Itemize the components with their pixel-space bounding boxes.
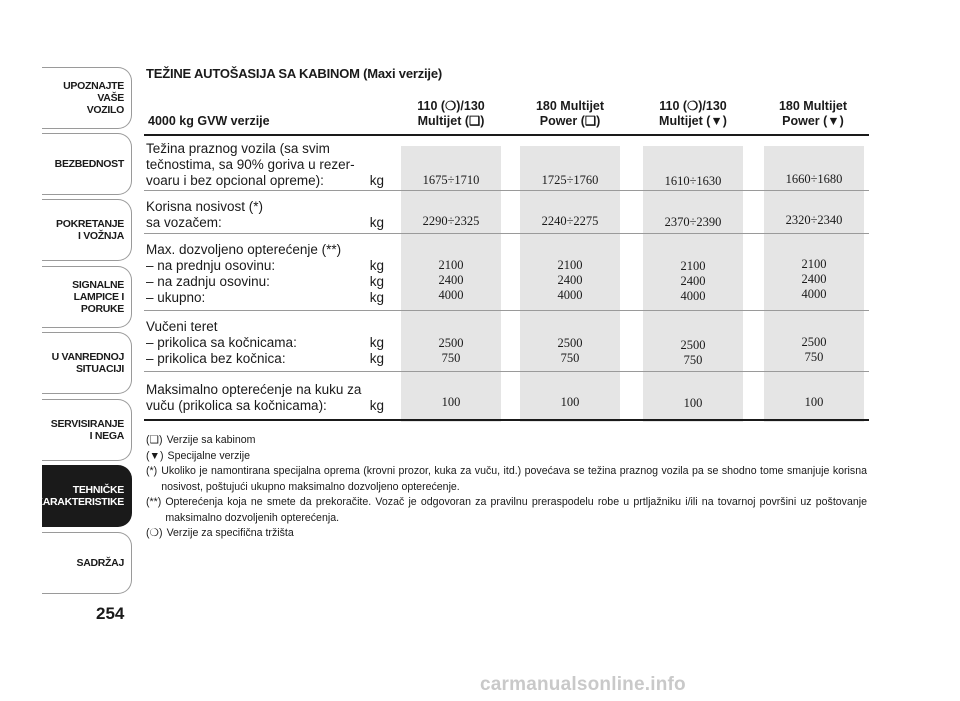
cell-value: 2100: [801, 257, 827, 271]
footnote-mark: (❑): [146, 434, 163, 446]
cell-empty-weight-3: 1610÷1630: [664, 174, 722, 188]
column-header-line: Multijet (▼): [659, 114, 727, 128]
column-header-line: 180 Multijet: [535, 99, 605, 113]
row-separator: [144, 233, 869, 234]
table-bottom-rule: [144, 419, 869, 421]
cell-towed-load-1: [401, 336, 501, 366]
row-label-text: tečnostima, sa 90% goriva u rezer-: [146, 157, 355, 172]
footnote: [146, 464, 867, 495]
table-top-rule: [144, 134, 869, 136]
footnote-mark: (▼): [146, 449, 164, 462]
cell-towed-load-4: [764, 335, 864, 365]
watermark: carmanualsonline.info: [480, 674, 686, 695]
footnote-text: Verzije sa kabinom: [166, 434, 256, 446]
cell-towed-load-2: [520, 336, 620, 366]
sidebar-tab-servisiranje-i-nega[interactable]: SERVISIRANJE I NEGA: [42, 399, 132, 461]
cell-tow-hook-load-3: 100: [683, 396, 703, 410]
cell-payload-1: 2290÷2325: [422, 214, 480, 228]
row-label-unit: kg: [369, 290, 384, 305]
footnote-text: Ukoliko je namontirana specijalna oprema (krovni prozor, kuka za vuču, itd.) povećava se težina praznog vozila pa se shodno tome smanjuje korisna nosivost, poštujući ukupno maksimalno dozvoljeno opterećenje.: [161, 465, 867, 493]
cell-value: 2500: [557, 336, 583, 350]
row-separator: [144, 310, 869, 311]
sidebar-tab-upoznajte-vase-vozilo[interactable]: UPOZNAJTE VAŠE VOZILO: [42, 67, 132, 129]
footnote: [146, 433, 867, 449]
cell-max-load-2: [520, 258, 620, 303]
row-label-unit: kg: [369, 351, 384, 366]
row-label-text: vuču (prikolica sa kočnicama):: [146, 398, 327, 413]
row-label-unit: kg: [369, 173, 384, 188]
cell-empty-weight-1: 1675÷1710: [422, 173, 480, 187]
row-label-text: voaru i bez opcional opreme):: [146, 173, 324, 188]
footnotes: [146, 433, 867, 542]
gvw-label: 4000 kg GVW verzije: [148, 114, 270, 128]
column-header-line: Power (▼): [782, 114, 844, 128]
row-label-text: – na zadnju osovinu:: [146, 274, 270, 289]
row-label-unit: kg: [369, 258, 384, 273]
cell-value: 2500: [680, 338, 706, 352]
section-title: TEŽINE AUTOŠASIJA SA KABINOM (Maxi verzije): [146, 66, 442, 81]
cell-tow-hook-load-1: 100: [441, 395, 461, 409]
row-label-unit: kg: [369, 398, 384, 413]
row-separator: [144, 190, 869, 191]
cell-tow-hook-load-2: 100: [560, 395, 580, 409]
footnote-mark: (❍): [146, 527, 163, 539]
row-label-text: – na prednju osovinu:: [146, 258, 276, 273]
cell-payload-3: 2370÷2390: [664, 215, 722, 229]
row-label-text: Težina praznog vozila (sa svim: [146, 141, 330, 156]
page-number: 254: [96, 604, 125, 623]
cell-tow-hook-load-4: 100: [804, 395, 824, 409]
column-header-2: [515, 99, 625, 129]
cell-value: 4000: [557, 288, 583, 302]
row-label-text: – prikolica sa kočnicama:: [146, 335, 297, 350]
column-header-line: 110 (❍)/130: [659, 99, 727, 113]
row-label-text: – ukupno:: [146, 290, 206, 305]
row-label-empty-weight: [146, 141, 384, 189]
cell-empty-weight-4: 1660÷1680: [785, 172, 843, 186]
cell-value: 750: [441, 351, 461, 365]
footnote: [146, 495, 867, 526]
row-label-text: Max. dozvoljeno opterećenje (**): [146, 242, 342, 257]
footnote-mark: (*): [146, 465, 158, 477]
cell-value: 2100: [557, 258, 583, 272]
column-header-4: [758, 99, 868, 129]
footnote-text: Opterećenja koja ne smete da prekoračite. Vozač je odgovoran za pravilnu preraspodelu robe u prtljažniku i/ili na tovarnoj površini uz poštovanje maksimalno dozvoljenih opterećenja.: [165, 496, 867, 524]
column-header-line: Power (❑): [539, 114, 601, 128]
column-header-line: 180 Multijet: [778, 99, 848, 113]
column-header-line: 110 (❍)/130: [417, 99, 485, 113]
sidebar-tab-sadrzaj[interactable]: SADRŽAJ: [42, 532, 132, 594]
cell-value: 2500: [801, 335, 827, 349]
cell-value: 2100: [680, 259, 706, 273]
sidebar-tab-u-vanrednoj-situaciji[interactable]: U VANREDNOJ SITUACIJI: [42, 332, 132, 394]
row-label-text: sa vozačem:: [146, 215, 222, 230]
cell-value: 2500: [438, 336, 464, 350]
cell-value: 2100: [438, 258, 464, 272]
cell-value: 4000: [680, 289, 706, 303]
cell-value: 2400: [557, 273, 583, 287]
sidebar-tab-tehnicke-karakteristike[interactable]: TEHNIČKE KARAKTERISTIKE: [42, 465, 132, 527]
cell-towed-load-3: [643, 338, 743, 368]
footnote-text: Specijalne verzije: [167, 449, 250, 462]
column-header-line: Multijet (❑): [417, 114, 485, 128]
row-label-towed-load: [146, 319, 384, 367]
row-label-text: Korisna nosivost (*): [146, 199, 264, 214]
sidebar-tab-bezbednost[interactable]: BEZBEDNOST: [42, 133, 132, 195]
footnote-mark: (**): [146, 496, 162, 508]
row-label-payload: [146, 199, 384, 231]
footnote: [146, 526, 867, 542]
row-label-unit: kg: [369, 274, 384, 289]
column-header-1: [396, 99, 506, 129]
row-label-tow-hook-load: [146, 382, 384, 414]
cell-value: 750: [560, 351, 580, 365]
cell-value: 750: [804, 350, 824, 364]
cell-value: 4000: [801, 287, 827, 301]
row-label-max-load: [146, 242, 384, 306]
footnote-text: Verzije za specifična tržišta: [166, 527, 294, 539]
cell-value: 750: [683, 353, 703, 367]
row-separator: [144, 371, 869, 372]
row-label-text: – prikolica bez kočnica:: [146, 351, 286, 366]
cell-value: 2400: [680, 274, 706, 288]
column-header-3: [638, 99, 748, 129]
row-label-text: Maksimalno opterećenje na kuku za: [146, 382, 362, 397]
cell-max-load-4: [764, 257, 864, 302]
row-label-unit: kg: [369, 335, 384, 350]
cell-payload-2: 2240÷2275: [541, 214, 599, 228]
cell-max-load-3: [643, 259, 743, 304]
footnote: [146, 449, 867, 465]
cell-empty-weight-2: 1725÷1760: [541, 173, 599, 187]
cell-payload-4: 2320÷2340: [785, 213, 843, 227]
cell-value: 2400: [438, 273, 464, 287]
row-label-unit: kg: [369, 215, 384, 230]
cell-value: 4000: [438, 288, 464, 302]
sidebar-tab-pokretanje-i-voznja[interactable]: POKRETANJE I VOŽNJA: [42, 199, 132, 261]
cell-max-load-1: [401, 258, 501, 303]
sidebar-tab-signalne-lampice[interactable]: SIGNALNE LAMPICE I PORUKE: [42, 266, 132, 328]
cell-value: 2400: [801, 272, 827, 286]
row-label-text: Vučeni teret: [146, 319, 218, 334]
